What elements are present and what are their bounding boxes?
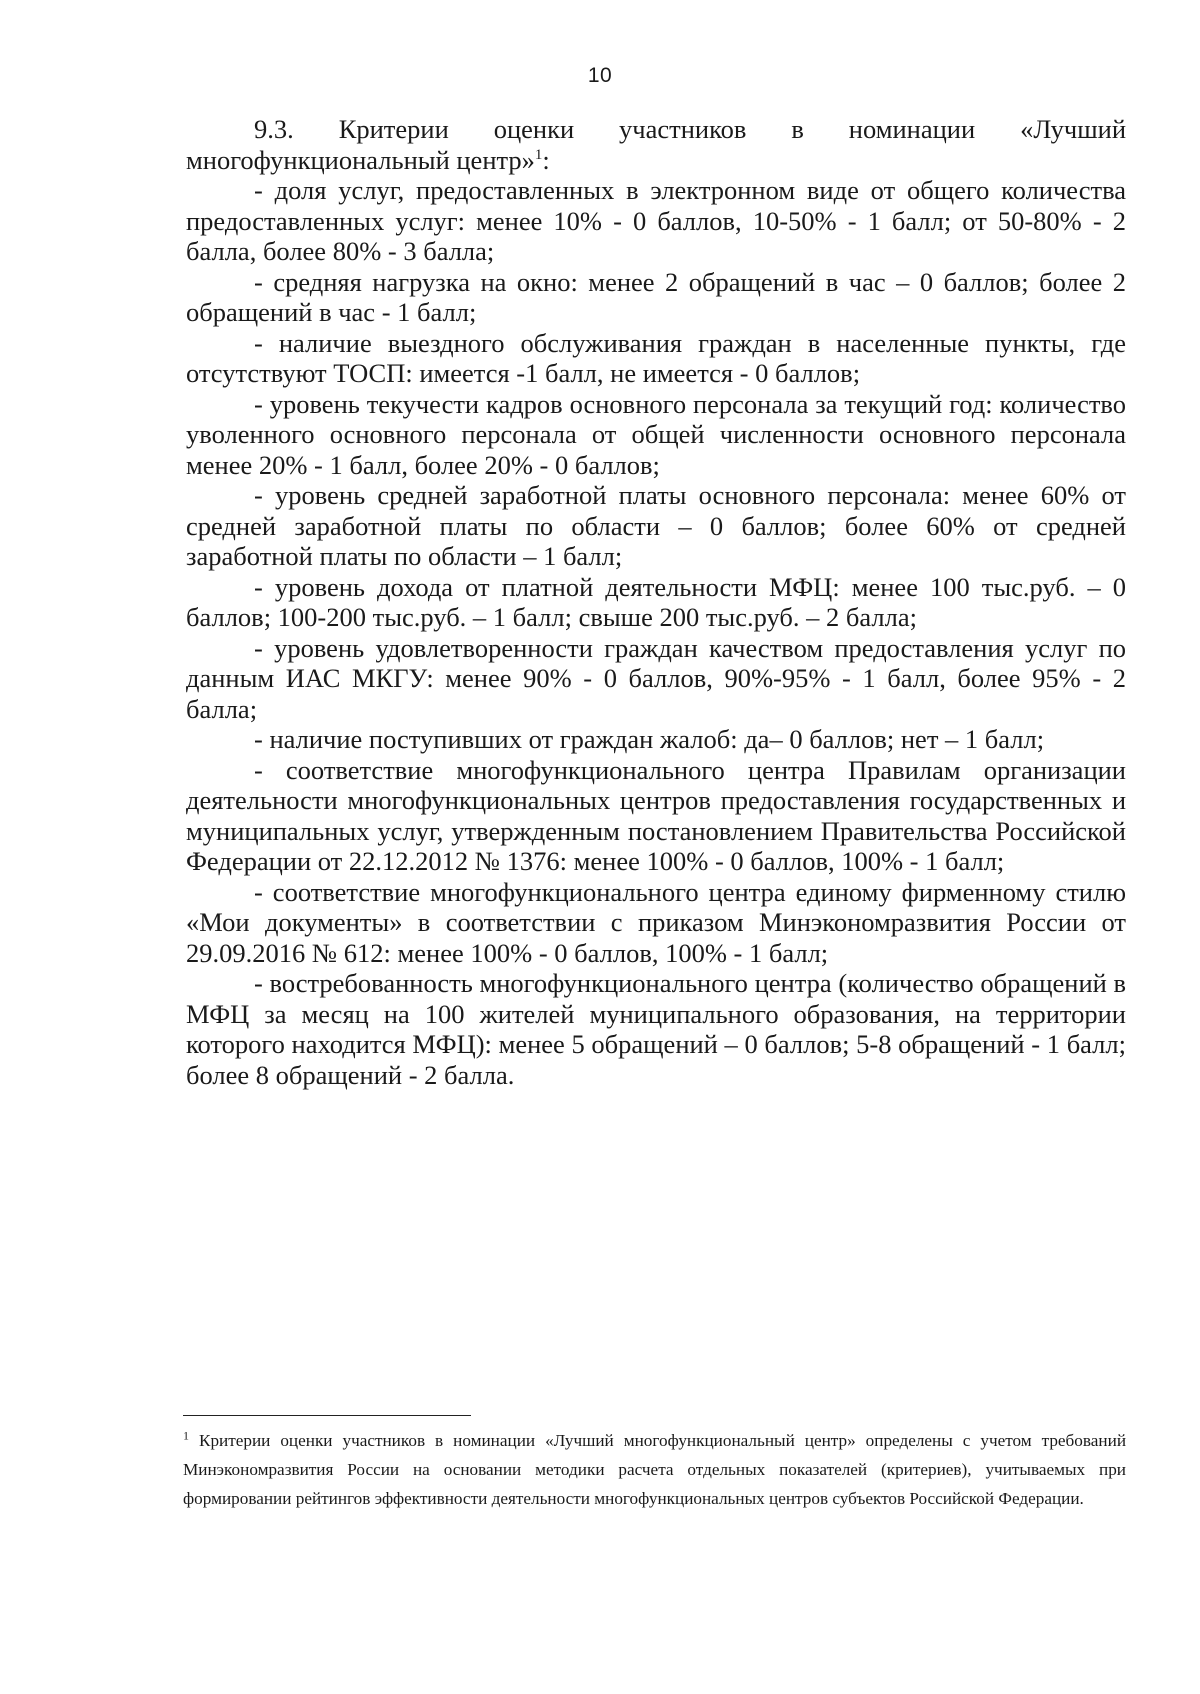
criterion-item: - средняя нагрузка на окно: менее 2 обращений в час – 0 баллов; более 2 обращений в час - 1 балл;: [186, 266, 1126, 327]
criterion-item: - уровень дохода от платной деятельности МФЦ: менее 100 тыс.руб. – 0 баллов; 100-200 тыс.руб. – 1 балл; свыше 200 тыс.руб. – 2 балла;: [186, 571, 1126, 632]
criterion-item: - наличие выездного обслуживания граждан в населенные пункты, где отсутствуют ТОСП: имеется -1 балл, не имеется - 0 баллов;: [186, 327, 1126, 388]
section-title-end: :: [542, 144, 550, 175]
criterion-item: - доля услуг, предоставленных в электронном виде от общего количества предоставленных услуг: менее 10% - 0 баллов, 10-50% - 1 балл; от 50-80% - 2 балла, более 80% - 3 балла;: [186, 175, 1126, 266]
criterion-item: - уровень удовлетворенности граждан качеством предоставления услуг по данным ИАС МКГУ: менее 90% - 0 баллов, 90%-95% - 1 балл, более 95% - 2 балла;: [186, 632, 1126, 724]
criterion-item: - соответствие многофункционального центра единому фирменному стилю «Мои документы» в соответствии с приказом Минэкономразвития России от 29.09.2016 № 612: менее 100% - 0 баллов, 100% - 1 балл;: [186, 876, 1126, 968]
criterion-item: - уровень текучести кадров основного персонала за текущий год: количество уволенного основного персонала от общей численности основного персонала менее 20% - 1 балл, более 20% - 0 баллов;: [186, 388, 1126, 480]
footnote-marker: 1: [183, 1428, 189, 1443]
page-number: 10: [587, 64, 613, 87]
criterion-item: - соответствие многофункционального центра Правилам организации деятельности многофункциональных центров предоставления государственных и муниципальных услуг, утвержденным постановлением Правительства Российской Федерации от 22.12.2012 № 1376: менее 100% - 0 баллов, 100% - 1 балл;: [186, 754, 1126, 876]
section-title: Критерии оценки участников в номинации «Лучший многофункциональный центр»: [186, 114, 1126, 175]
section-number: 9.3.: [254, 114, 294, 144]
criterion-item: - уровень средней заработной платы основного персонала: менее 60% от средней заработной платы по области – 0 баллов; более 60% от средней заработной платы по области – 1 балл;: [186, 480, 1126, 571]
section-heading: [186, 114, 1126, 175]
criterion-item: - наличие поступивших от граждан жалоб: да– 0 баллов; нет – 1 балл;: [254, 724, 1045, 754]
document-body: [186, 114, 1126, 1090]
footnote-separator: [183, 1415, 471, 1416]
footnote: [183, 1426, 1126, 1513]
criterion-item: - востребованность многофункционального центра (количество обращений в МФЦ за месяц на 100 жителей муниципального образования, на территории которого находится МФЦ): менее 5 обращений – 0 баллов; 5-8 обращений - 1 балл; более 8 обращений - 2 балла.: [186, 968, 1126, 1090]
footnote-reference[interactable]: 1: [534, 146, 543, 163]
footnote-text: Критерии оценки участников в номинации «Лучший многофункциональный центр» определены с учетом требований Минэкономразвития России на основании методики расчета отдельных показателей (критериев), учитываемых при формировании рейтингов эффективности деятельности многофункциональных центров субъектов Российской Федерации.: [183, 1431, 1127, 1508]
